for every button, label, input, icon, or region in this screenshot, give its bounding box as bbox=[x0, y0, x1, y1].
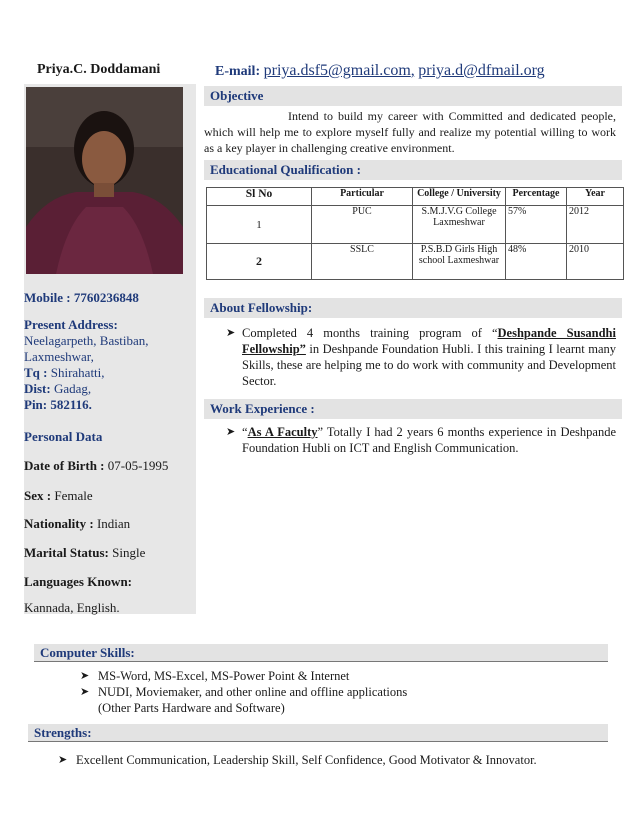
work-item bbox=[226, 424, 616, 456]
personal-data-heading: Personal Data bbox=[24, 429, 103, 444]
profile-photo bbox=[26, 87, 183, 274]
email-link-2[interactable]: priya.d@dfmail.org bbox=[418, 62, 545, 79]
col-percentage: Percentage bbox=[506, 188, 567, 206]
work-text: “As A Faculty” Totally I had 2 years 6 months experience in Deshpande Foundation Hubli on ICT and English Communication. bbox=[242, 425, 616, 455]
work-heading: Work Experience : bbox=[204, 399, 622, 419]
address-tq: Tq : Shirahatti, bbox=[24, 365, 105, 380]
list-item-sub: (Other Parts Hardware and Software) bbox=[98, 701, 285, 715]
objective-heading: Objective bbox=[204, 86, 622, 106]
email-separator: , bbox=[410, 62, 415, 79]
list-item: ➤ Excellent Communication, Leadership Skill, Self Confidence, Good Motivator & Innovator. bbox=[58, 753, 537, 767]
fellowship-item bbox=[226, 325, 616, 389]
fellowship-heading: About Fellowship: bbox=[204, 298, 622, 318]
list-item: ➤ NUDI, Moviemaker, and other online and offline applications bbox=[80, 685, 408, 699]
cell-percentage: 57% bbox=[506, 206, 567, 244]
sex: Sex : Female bbox=[24, 488, 93, 503]
computer-skills-list bbox=[80, 668, 580, 716]
address-pin: Pin: 582116. bbox=[24, 397, 92, 412]
education-table bbox=[206, 187, 624, 280]
col-particular: Particular bbox=[312, 188, 413, 206]
fellowship-text: Completed 4 months training program of “Deshpande Susandhi Fellowship” in Deshpande Foundation Hubli. I this training I learnt many Skills, these are helping me to do work with community and Development Sector. bbox=[242, 326, 616, 388]
nationality: Nationality : Indian bbox=[24, 516, 131, 531]
arrow-bullet-icon: ➤ bbox=[226, 426, 236, 438]
cell-particular: SSLC bbox=[312, 244, 413, 280]
address-line-1: Neelagarpeth, Bastiban, bbox=[24, 333, 149, 348]
arrow-bullet-icon: ➤ bbox=[226, 327, 236, 339]
education-table-header bbox=[207, 188, 624, 206]
mobile-number: Mobile : 7760236848 bbox=[24, 290, 139, 305]
email-line bbox=[215, 62, 545, 80]
computer-skills-heading: Computer Skills: bbox=[34, 644, 608, 662]
cell-year: 2012 bbox=[567, 206, 624, 244]
table-row bbox=[207, 244, 624, 280]
education-heading: Educational Qualification : bbox=[204, 160, 622, 180]
cell-year: 2010 bbox=[567, 244, 624, 280]
list-item: ➤ MS-Word, MS-Excel, MS-Power Point & Internet bbox=[80, 669, 350, 683]
candidate-name: Priya.C. Doddamani bbox=[37, 62, 161, 77]
col-sl-no: Sl No bbox=[207, 188, 312, 206]
address-line-2: Laxmeshwar, bbox=[24, 349, 94, 364]
date-of-birth: Date of Birth : 07-05-1995 bbox=[24, 458, 169, 473]
cell-college: P.S.B.D Girls High school Laxmeshwar bbox=[413, 244, 506, 280]
email-link-1[interactable]: priya.dsf5@gmail.com bbox=[263, 62, 411, 79]
cell-college: S.M.J.V.G College Laxmeshwar bbox=[413, 206, 506, 244]
strengths-list bbox=[58, 752, 618, 768]
objective-text: Intend to build my career with Committed and dedicated people, which will help me to explore myself fully and realize my potential willing to work as a key player in challenging creative environment. bbox=[204, 109, 616, 155]
marital-status: Marital Status: Single bbox=[24, 545, 146, 560]
cell-particular: PUC bbox=[312, 206, 413, 244]
profile-photo-graphic bbox=[26, 87, 183, 274]
address-dist: Dist: Gadag, bbox=[24, 381, 92, 396]
arrow-bullet-icon: ➤ bbox=[80, 686, 90, 698]
languages-known: Languages Known: bbox=[24, 574, 132, 589]
table-row bbox=[207, 206, 624, 244]
cell-percentage: 48% bbox=[506, 244, 567, 280]
strengths-heading: Strengths: bbox=[28, 724, 608, 742]
cell-sl: 1 bbox=[207, 206, 312, 244]
languages-value: Kannada, English. bbox=[24, 600, 120, 615]
col-college: College / University bbox=[413, 188, 506, 206]
present-address bbox=[24, 317, 194, 413]
arrow-bullet-icon: ➤ bbox=[80, 670, 90, 682]
address-label: Present Address: bbox=[24, 317, 118, 332]
col-year: Year bbox=[567, 188, 624, 206]
education-table-wrap bbox=[206, 187, 624, 280]
email-label: E-mail: bbox=[215, 64, 261, 79]
cell-sl: 2 bbox=[207, 244, 312, 280]
arrow-bullet-icon: ➤ bbox=[58, 754, 68, 766]
